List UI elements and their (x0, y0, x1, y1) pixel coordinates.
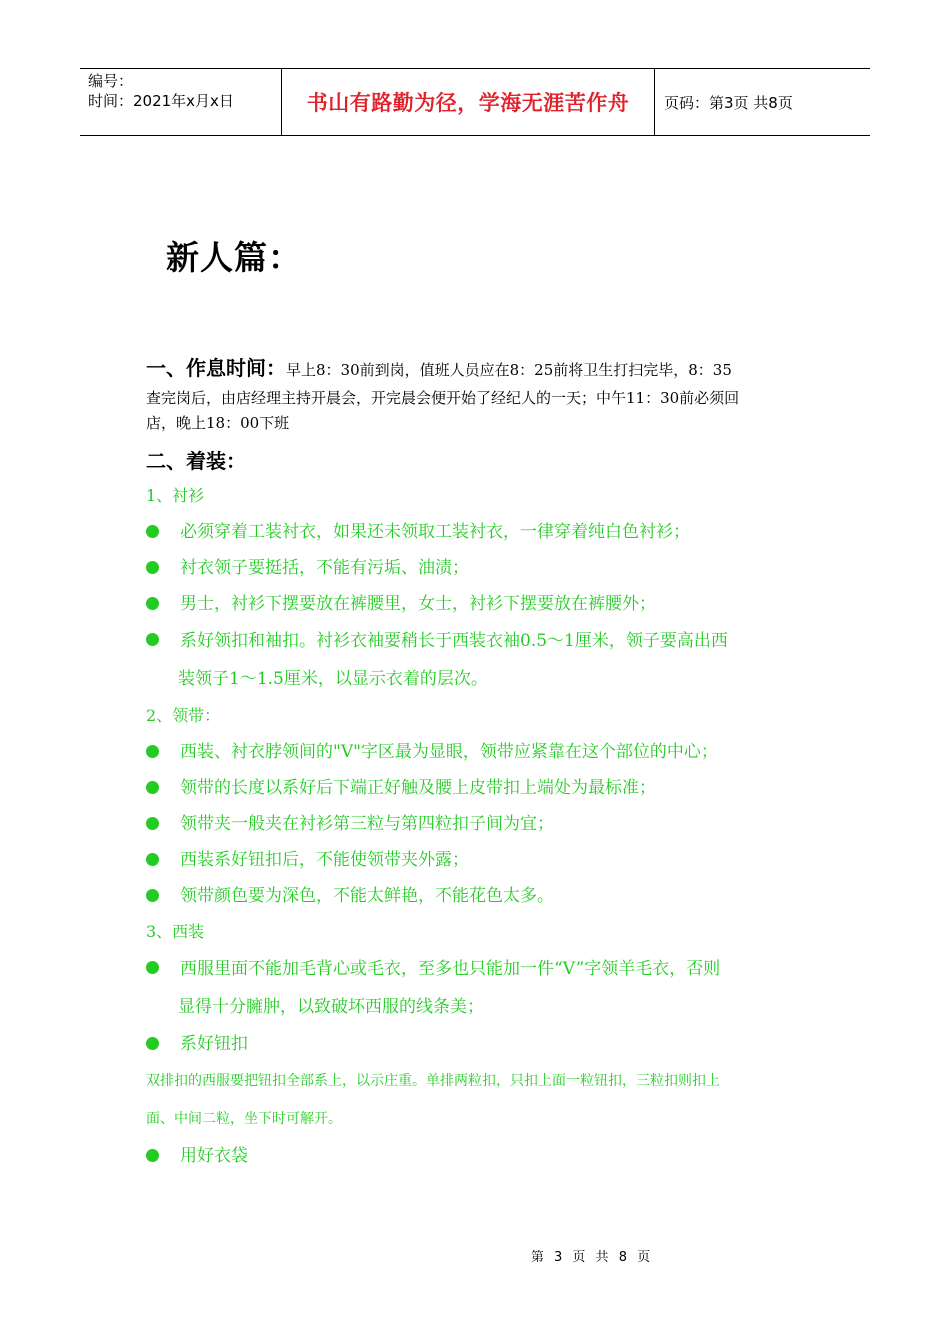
bullet-icon (146, 889, 159, 902)
list-item: 西装、衬衣脖领间的"V"字区最为显眼，领带应紧靠在这个部位的中心； (146, 734, 816, 770)
list-item: 男士，衬衫下摆要放在裤腰里，女士，衬衫下摆要放在裤腰外； (146, 586, 816, 622)
list-item: 衬衣领子要挺括，不能有污垢、油渍； (146, 550, 816, 586)
page-title: 新人篇： (166, 238, 302, 277)
list-item: 用好衣袋 (146, 1138, 816, 1174)
bullet-icon (146, 781, 159, 794)
section-schedule (146, 350, 816, 436)
header-left-cell (88, 71, 278, 111)
bullet-icon (146, 745, 159, 758)
number-label: 编号： (88, 72, 134, 90)
bullet-icon (146, 853, 159, 866)
bullet-icon (146, 961, 159, 974)
schedule-text: 查完岗后，由店经理主持开晨会，开完晨会便开始了经纪人的一天；中午11：30前必须回 (146, 389, 740, 407)
list-item: 领带夹一般夹在衬衫第三粒与第四粒扣子间为宜； (146, 806, 816, 842)
bullet-icon (146, 525, 159, 538)
bullet-icon (146, 817, 159, 830)
header-table (80, 68, 870, 136)
paragraph-text: 面、中间二粒，坐下时可解开。 (146, 1111, 342, 1127)
section-heading: 二、着装： (146, 449, 246, 473)
list-item: 领带的长度以系好后下端正好触及腰上皮带扣上端处为最标准； (146, 770, 816, 806)
time-label: 时间：2021年x月x日 (88, 92, 234, 110)
list-item: 西服里面不能加毛背心或毛衣，至多也只能加一件“V”字领羊毛衣，否则 (146, 950, 816, 988)
list-item: 系好领扣和袖扣。衬衫衣袖要稍长于西装衣袖0.5～1厘米，领子要高出西 (146, 622, 816, 660)
header-page-label: 页码：第3页 共8页 (664, 93, 793, 112)
bullet-icon (146, 561, 159, 574)
header-divider (654, 69, 655, 135)
list-item: 系好钮扣 (146, 1026, 816, 1062)
list-item: 必须穿着工装衬衣，如果还未领取工装衬衣，一律穿着纯白色衬衫； (146, 514, 816, 550)
list-item-continuation: 装领子1～1.5厘米，以显示衣着的层次。 (178, 669, 488, 689)
section-heading: 一、作息时间： (146, 356, 286, 380)
list-item-continuation: 显得十分臃肿，以致破坏西服的线条美； (178, 997, 484, 1017)
bullet-icon (146, 633, 159, 646)
page-footer: 第 3 页 共 8 页 (530, 1250, 654, 1265)
schedule-text: 早上8：30前到岗，值班人员应在8：25前将卫生打扫完毕，8：35 (286, 361, 732, 379)
list-item: 领带颜色要为深色，不能太鲜艳，不能花色太多。 (146, 878, 816, 914)
bullet-icon (146, 1037, 159, 1050)
main-content (146, 350, 816, 1174)
schedule-text: 店，晚上18：00下班 (146, 414, 290, 432)
subsection-heading: 2、领带： (146, 706, 221, 725)
paragraph-text: 双排扣的西服要把钮扣全部系上，以示庄重。单排两粒扣，只扣上面一粒钮扣，三粒扣则扣上 (146, 1073, 720, 1089)
bullet-icon (146, 1149, 159, 1162)
subsection-heading: 3、西装 (146, 922, 205, 941)
header-motto: 书山有路勤为径，学海无涯苦作舟 (306, 91, 630, 115)
bullet-icon (146, 597, 159, 610)
subsection-heading: 1、衬衫 (146, 486, 205, 505)
list-item: 西装系好钮扣后，不能使领带夹外露； (146, 842, 816, 878)
